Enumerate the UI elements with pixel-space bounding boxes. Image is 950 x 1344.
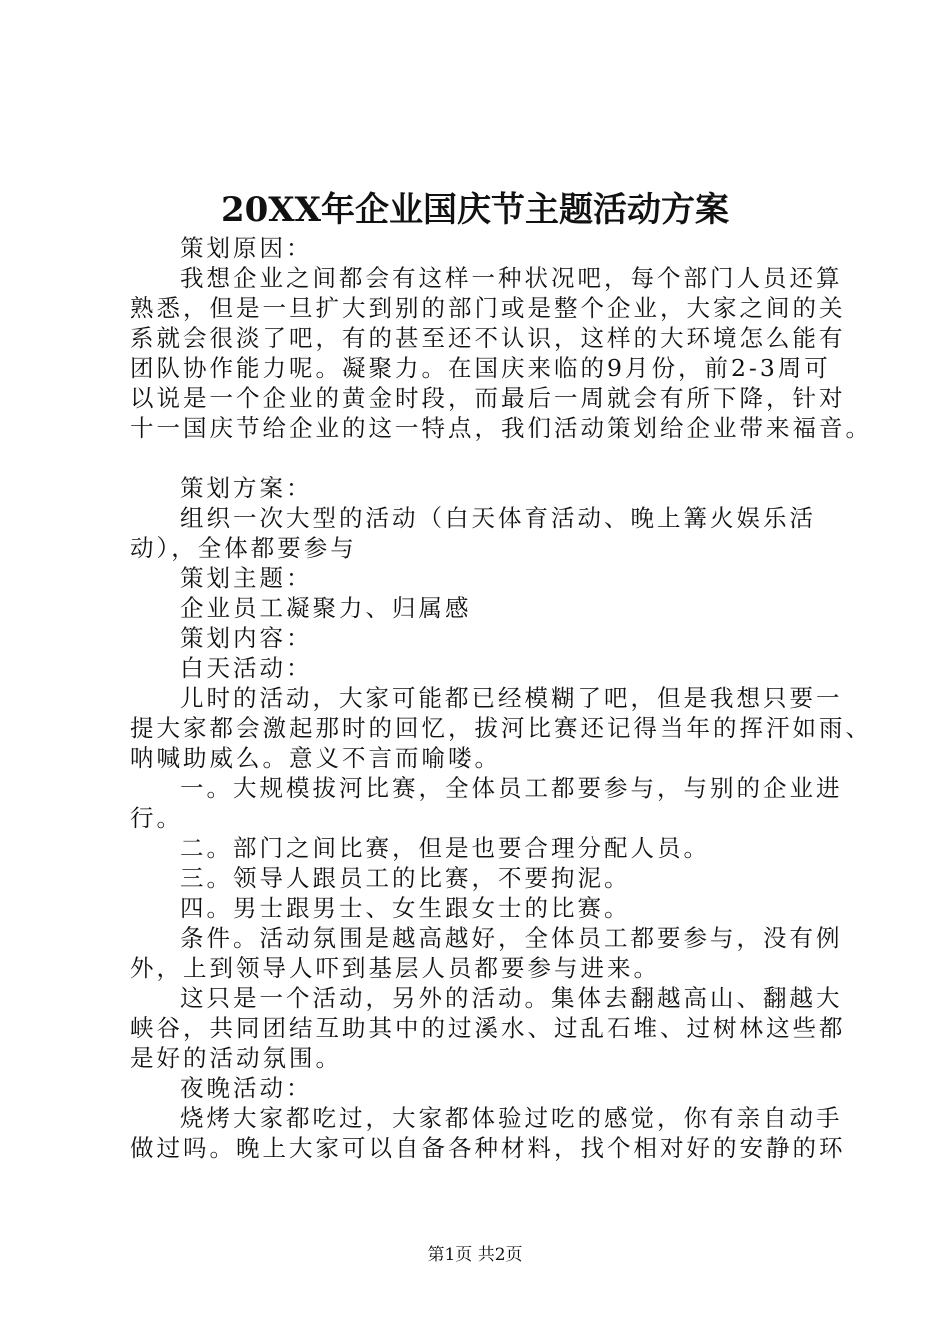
section-heading-night: 夜晚活动： — [180, 1074, 313, 1102]
body-line: 行。 — [130, 804, 183, 832]
body-line: 提大家都会激起那时的回忆，拔河比赛还记得当年的挥汗如雨、 — [130, 714, 872, 742]
list-item: 二。部门之间比赛，但是也要合理分配人员。 — [180, 834, 710, 862]
list-item: 三。领导人跟员工的比赛，不要拘泥。 — [180, 864, 631, 892]
body-line: 做过吗。晚上大家可以自备各种材料，找个相对好的安静的环 — [130, 1134, 846, 1162]
body-line: 外，上到领导人吓到基层人员都要参与进来。 — [130, 954, 660, 982]
body-line: 我想企业之间都会有这样一种状况吧，每个部门人员还算 — [180, 264, 843, 292]
document-body — [130, 233, 872, 1163]
body-line: 儿时的活动，大家可能都已经模糊了吧，但是我想只要一 — [180, 684, 843, 712]
body-line: 动），全体都要参与 — [130, 534, 357, 562]
section-heading-daytime: 白天活动： — [180, 654, 313, 682]
paragraph-gap — [130, 443, 835, 473]
body-line: 团队协作能力呢。凝聚力。在国庆来临的9月份，前2-3周可 — [130, 354, 831, 382]
section-heading-theme: 策划主题： — [180, 564, 313, 592]
document-title: 20XX年企业国庆节主题活动方案 — [220, 190, 730, 230]
body-line: 企业员工凝聚力、归属感 — [180, 594, 472, 622]
body-line: 十一国庆节给企业的这一特点，我们活动策划给企业带来福音。 — [130, 414, 872, 442]
body-line: 峡谷，共同团结互助其中的过溪水、过乱石堆、过树林这些都 — [130, 1014, 846, 1042]
section-heading-plan: 策划方案： — [180, 474, 313, 502]
body-line: 组织一次大型的活动（白天体育活动、晚上篝火娱乐活 — [180, 504, 816, 532]
body-line: 条件。活动氛围是越高越好，全体员工都要参与，没有例 — [180, 924, 843, 952]
body-line: 熟悉，但是一旦扩大到别的部门或是整个企业，大家之间的关 — [130, 294, 846, 322]
section-heading-reason: 策划原因： — [180, 234, 313, 262]
body-line: 呐喊助威么。意义不言而喻喽。 — [130, 744, 501, 772]
list-item: 四。男士跟男士、女生跟女士的比赛。 — [180, 894, 631, 922]
body-line: 是好的活动氛围。 — [130, 1044, 342, 1072]
page-number-footer: 第1页 共2页 — [427, 1245, 523, 1265]
list-item: 一。大规模拔河比赛，全体员工都要参与，与别的企业进 — [180, 774, 843, 802]
body-line: 以说是一个企业的黄金时段，而最后一周就会有所下降，针对 — [130, 384, 846, 412]
body-line: 烧烤大家都吃过，大家都体验过吃的感觉，你有亲自动手 — [180, 1104, 843, 1132]
body-line: 系就会很淡了吧，有的甚至还不认识，这样的大环境怎么能有 — [130, 324, 846, 352]
section-heading-content: 策划内容： — [180, 624, 313, 652]
body-line: 这只是一个活动，另外的活动。集体去翻越高山、翻越大 — [180, 984, 843, 1012]
